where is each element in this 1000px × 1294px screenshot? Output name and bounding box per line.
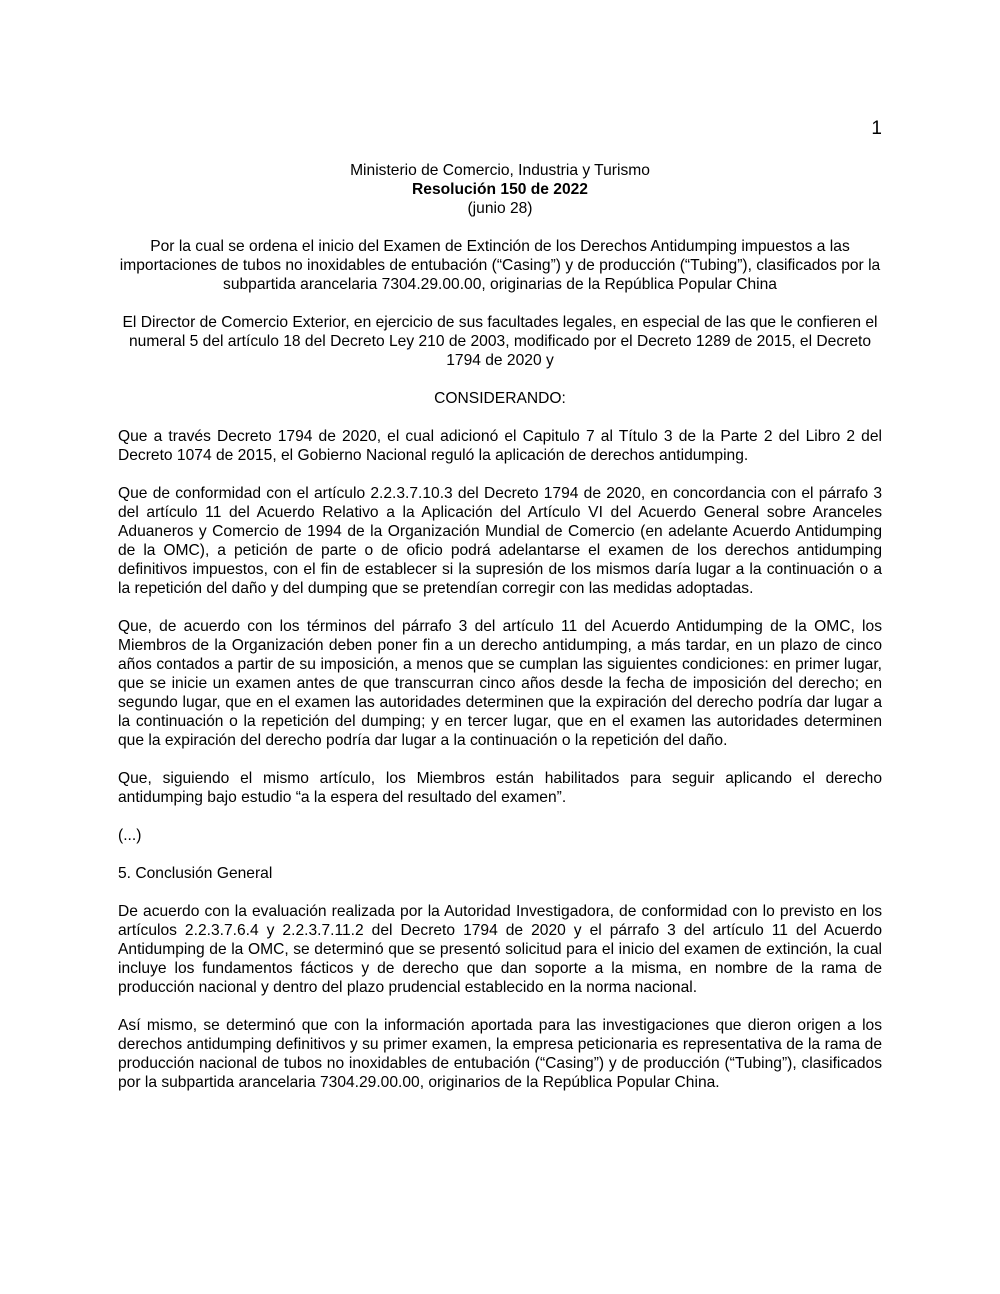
ellipsis: (...) <box>118 827 142 844</box>
paragraph: Así mismo, se determinó que con la información aportada para las investigaciones que dieron origen a los derechos antidumping definitivos y su primer examen, la empresa peticionaria es representativa de la rama de producción nacional de tubos no inoxidables de entubación (“Casing”) y de producción (“Tubing”), clasificados por la subpartida arancelaria 7304.29.00.00, originarios de la República Popular China. <box>118 1017 882 1091</box>
page-number: 1 <box>871 118 882 139</box>
paragraph: Que, de acuerdo con los términos del párrafo 3 del artículo 11 del Acuerdo Antidumping de la OMC, los Miembros de la Organización deben poner fin a un derecho antidumping, a más tardar, en un plazo de cinco años contados a partir de su imposición, a menos que se cumplan las siguientes condiciones: en primer lugar, que se inicie un examen antes de que transcurran cinco años desde la fecha de imposición del derecho; en segundo lugar, que en el examen las autoridades determinen que la expiración del derecho podría dar lugar a la continuación o la repetición del dumping; y en tercer lugar, que en el examen las autoridades determinen que la expiración del derecho podría dar lugar a la continuación o la repetición del daño. <box>118 618 882 749</box>
preamble: El Director de Comercio Exterior, en ejercicio de sus facultades legales, en especial de las que le confieren el numeral 5 del artículo 18 del Decreto Ley 210 de 2003, modificado por el Decreto 1289 de 2015, el Decreto 1794 de 2020 y <box>122 314 878 369</box>
considerando-heading: CONSIDERANDO: <box>434 390 566 407</box>
section-heading: 5. Conclusión General <box>118 865 273 882</box>
document-body <box>118 161 882 1111</box>
paragraph: Que a través Decreto 1794 de 2020, el cual adicionó el Capitulo 7 al Título 3 de la Parte 2 del Libro 2 del Decreto 1074 de 2015, el Gobierno Nacional reguló la aplicación de derechos antidumping. <box>118 428 882 464</box>
resolution-title: Resolución 150 de 2022 <box>412 181 588 198</box>
ministry-name: Ministerio de Comercio, Industria y Turismo <box>350 162 650 179</box>
resolution-date: (junio 28) <box>467 200 533 217</box>
paragraph: De acuerdo con la evaluación realizada por la Autoridad Investigadora, de conformidad con lo previsto en los artículos 2.2.3.7.6.4 y 2.2.3.7.11.2 del Decreto 1794 de 2020 y el párrafo 3 del artículo 11 del Acuerdo Antidumping de la OMC, se determinó que se presentó solicitud para el inicio del examen de extinción, la cual incluye los fundamentos fácticos y de derecho que dan soporte a la misma, en nombre de la rama de producción nacional y dentro del plazo prudencial establecido en la norma nacional. <box>118 903 882 996</box>
resolution-subject: Por la cual se ordena el inicio del Examen de Extinción de los Derechos Antidumping impuestos a las importaciones de tubos no inoxidables de entubación (“Casing”) y de producción (“Tubing”), clasificados por la subpartida arancelaria 7304.29.00.00, originarias de la República Popular China <box>119 238 881 293</box>
paragraph: Que de conformidad con el artículo 2.2.3.7.10.3 del Decreto 1794 de 2020, en concordancia con el párrafo 3 del artículo 11 del Acuerdo Relativo a la Aplicación del Artículo VI del Acuerdo General sobre Aranceles Aduaneros y Comercio de 1994 de la Organización Mundial de Comercio (en adelante Acuerdo Antidumping de la OMC), a petición de parte o de oficio podrá adelantarse el examen de los derechos antidumping definitivos impuestos, con el fin de establecer si la supresión de los mismos daría lugar a la continuación o a la repetición del daño y del dumping que se pretendían corregir con las medidas adoptadas. <box>118 485 882 597</box>
paragraph: Que, siguiendo el mismo artículo, los Miembros están habilitados para seguir aplicando el derecho antidumping bajo estudio “a la espera del resultado del examen”. <box>118 770 882 806</box>
document-header <box>118 161 882 218</box>
